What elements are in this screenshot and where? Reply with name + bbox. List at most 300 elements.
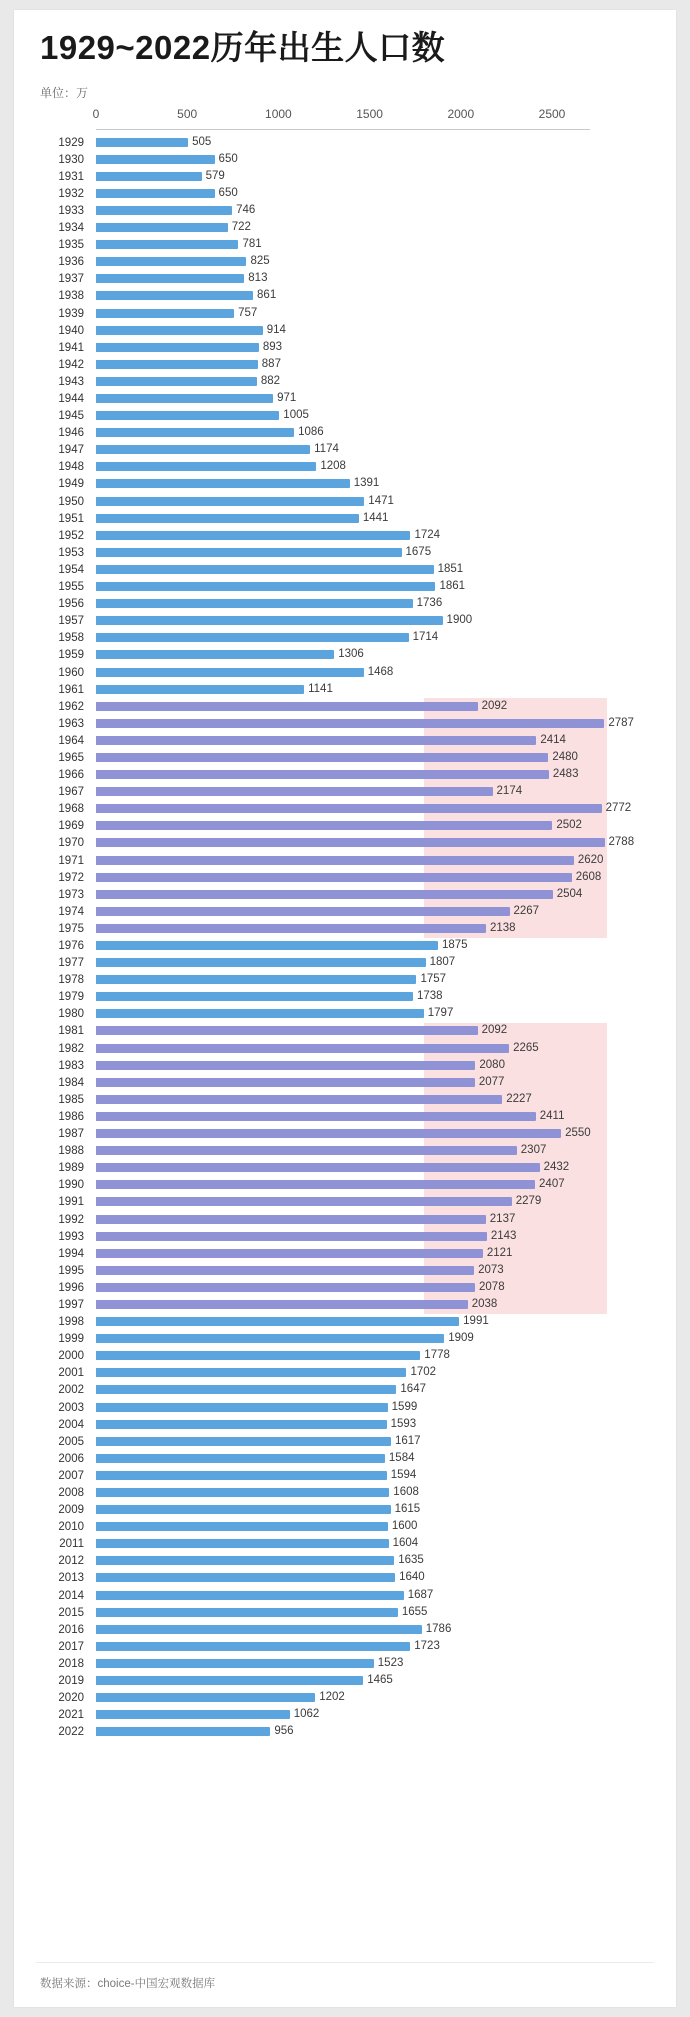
bar [96, 975, 416, 984]
y-axis-label: 1945 [58, 410, 84, 423]
bar-value-label: 1797 [427, 1007, 454, 1020]
bar-row [14, 1331, 676, 1348]
bar-value-label: 2480 [552, 750, 578, 763]
bar-row [14, 1451, 676, 1468]
bar-series [14, 135, 676, 1742]
bar [96, 1659, 374, 1668]
bar [96, 1573, 395, 1582]
bar-row [14, 152, 676, 169]
bar-row [14, 853, 676, 870]
y-axis-label: 1989 [58, 1162, 84, 1175]
bar [96, 787, 493, 796]
y-axis-label: 1929 [58, 136, 84, 149]
bar-value-label: 1615 [394, 1503, 421, 1516]
bar-row [14, 1177, 676, 1194]
bar-row [14, 545, 676, 562]
bar-value-label: 650 [218, 186, 238, 199]
bar-row [14, 1348, 676, 1365]
bar-value-label: 2411 [539, 1109, 565, 1122]
page-title: 1929~2022历年出生人口数 [40, 29, 446, 66]
y-axis-label: 1978 [58, 974, 84, 987]
bar-value-label: 746 [236, 203, 256, 216]
bar-row [14, 1280, 676, 1297]
bar [96, 1078, 475, 1087]
bar [96, 1266, 474, 1275]
y-axis-label: 1981 [58, 1025, 84, 1038]
bar-value-label: 2073 [478, 1263, 504, 1276]
y-axis-label: 1998 [58, 1316, 84, 1329]
bar [96, 804, 602, 813]
bar [96, 958, 426, 967]
bar-value-label: 1807 [429, 956, 456, 969]
y-axis-label: 1982 [58, 1042, 84, 1055]
bar-row [14, 1297, 676, 1314]
bar-row [14, 989, 676, 1006]
y-axis-label: 1994 [58, 1247, 84, 1260]
bar-value-label: 2620 [577, 853, 604, 866]
bar-value-label: 1675 [405, 545, 432, 558]
bar-row [14, 955, 676, 972]
y-axis-label: 2020 [58, 1692, 84, 1705]
bar [96, 821, 552, 830]
bar [96, 1129, 561, 1138]
bar-value-label: 1584 [388, 1451, 415, 1464]
bar-value-label: 505 [192, 135, 212, 148]
y-axis-label: 1977 [58, 957, 84, 970]
bar-value-label: 1391 [353, 477, 380, 490]
bar-value-label: 650 [218, 152, 238, 165]
y-axis-label: 1980 [58, 1008, 84, 1021]
bar-row [14, 1468, 676, 1485]
bar-value-label: 757 [238, 306, 258, 319]
x-axis-tick-2500: 2500 [538, 106, 566, 121]
y-axis-label: 2001 [58, 1367, 84, 1380]
y-axis-label: 2017 [58, 1640, 84, 1653]
bar-value-label: 2432 [543, 1161, 570, 1174]
y-axis-label: 1933 [58, 204, 84, 217]
bar-value-label: 2608 [575, 870, 602, 883]
bar [96, 599, 413, 608]
bar-value-label: 2078 [479, 1280, 505, 1293]
y-axis-label: 2021 [58, 1709, 84, 1722]
y-axis-label: 1956 [58, 598, 84, 611]
y-axis-label: 1988 [58, 1145, 84, 1158]
bar-row [14, 1502, 676, 1519]
chart-card [14, 10, 676, 2007]
bar-value-label: 1086 [298, 426, 324, 439]
bar [96, 377, 257, 386]
bar-row [14, 682, 676, 699]
bar [96, 1488, 389, 1497]
bar [96, 1009, 424, 1018]
bar-row [14, 1092, 676, 1109]
bar-row [14, 1553, 676, 1570]
bar-value-label: 956 [274, 1725, 294, 1738]
plot-area [14, 107, 676, 1937]
bar [96, 770, 549, 779]
bar [96, 1420, 387, 1429]
y-axis-label: 1947 [58, 444, 84, 457]
bar [96, 702, 478, 711]
bar-value-label: 2092 [481, 699, 508, 712]
y-axis-label: 1955 [58, 581, 84, 594]
bar [96, 582, 435, 591]
bar [96, 719, 604, 728]
bar-row [14, 1263, 676, 1280]
y-axis-label: 1993 [58, 1230, 84, 1243]
y-axis-label: 1954 [58, 563, 84, 576]
bar-value-label: 1594 [390, 1468, 417, 1481]
y-axis-label: 1970 [58, 837, 84, 850]
bar-row [14, 186, 676, 203]
bar-value-label: 2483 [552, 768, 579, 781]
bar-row [14, 408, 676, 425]
bar-value-label: 1617 [394, 1434, 421, 1447]
bar-value-label: 1647 [400, 1383, 426, 1396]
bar-row [14, 169, 676, 186]
bar-value-label: 2787 [608, 716, 634, 729]
bar-value-label: 2080 [479, 1058, 505, 1071]
bar [96, 873, 572, 882]
bar-value-label: 1005 [283, 409, 309, 422]
y-axis-label: 1965 [58, 751, 84, 764]
y-axis-label: 2016 [58, 1623, 84, 1636]
bar-value-label: 882 [260, 374, 281, 387]
y-axis-label: 1992 [58, 1213, 84, 1226]
bar-row [14, 1673, 676, 1690]
bar-row [14, 340, 676, 357]
bar-row [14, 1724, 676, 1741]
bar [96, 1385, 396, 1394]
bar-row [14, 887, 676, 904]
bar [96, 206, 232, 215]
bar [96, 514, 359, 523]
x-axis [14, 107, 676, 135]
bar [96, 1556, 394, 1565]
bar-row [14, 716, 676, 733]
bar-value-label: 2407 [539, 1178, 565, 1191]
bar [96, 428, 294, 437]
y-axis-label: 1931 [58, 170, 84, 183]
bar [96, 1693, 315, 1702]
bar-row [14, 237, 676, 254]
bar-row [14, 750, 676, 767]
y-axis-label: 1979 [58, 991, 84, 1004]
bar-row [14, 1023, 676, 1040]
bar-row [14, 1314, 676, 1331]
bar-row [14, 1109, 676, 1126]
bar [96, 1471, 387, 1480]
y-axis-label: 1961 [58, 683, 84, 696]
x-axis-tick-500: 500 [177, 106, 198, 121]
bar-value-label: 1786 [425, 1622, 452, 1635]
bar-value-label: 1600 [391, 1520, 418, 1533]
bar-row [14, 323, 676, 340]
bar-row [14, 818, 676, 835]
bar-row [14, 288, 676, 305]
bar-row [14, 1382, 676, 1399]
bar [96, 1539, 389, 1548]
bar-value-label: 971 [277, 392, 297, 404]
bar [96, 138, 188, 147]
y-axis-label: 1948 [58, 461, 84, 474]
y-axis-label: 1959 [58, 649, 84, 662]
y-axis-label: 1987 [58, 1128, 84, 1141]
bar-value-label: 1465 [367, 1674, 393, 1687]
axis-line [96, 129, 590, 130]
bar [96, 462, 316, 471]
bar [96, 1437, 391, 1446]
bar-value-label: 1723 [414, 1639, 440, 1652]
bar-value-label: 893 [262, 340, 283, 353]
x-axis-tick-2000: 2000 [447, 106, 475, 121]
bar-value-label: 2265 [513, 1041, 539, 1054]
y-axis-label: 1935 [58, 239, 84, 252]
y-axis-label: 1953 [58, 546, 84, 559]
bar-value-label: 1851 [437, 562, 464, 575]
bar-value-label: 579 [205, 169, 225, 182]
y-axis-label: 1986 [58, 1110, 84, 1123]
bar-row [14, 1417, 676, 1434]
bar-row [14, 374, 676, 391]
y-axis-label: 1969 [58, 820, 84, 833]
bar-value-label: 1141 [308, 682, 333, 695]
data-source: 数据来源：choice-中国宏观数据库 [40, 1978, 216, 1990]
y-axis-label: 1968 [58, 803, 84, 816]
bar [96, 172, 202, 181]
bar-row [14, 357, 676, 374]
bar-row [14, 135, 676, 152]
bar [96, 941, 438, 950]
bar-row [14, 1365, 676, 1382]
y-axis-label: 1990 [58, 1179, 84, 1192]
y-axis-label: 1934 [58, 222, 84, 235]
y-axis-label: 2003 [58, 1401, 84, 1414]
bar [96, 907, 510, 916]
bar-row [14, 613, 676, 630]
bar-value-label: 2174 [496, 785, 523, 798]
bar [96, 223, 228, 232]
bar-row [14, 1041, 676, 1058]
bar [96, 1710, 290, 1719]
bar-value-label: 825 [250, 255, 270, 268]
y-axis-label: 1938 [58, 290, 84, 303]
bar-value-label: 1306 [338, 648, 364, 661]
y-axis-label: 1963 [58, 717, 84, 730]
bar-value-label: 1724 [414, 528, 441, 541]
y-axis-label: 1958 [58, 632, 84, 645]
bar-row [14, 784, 676, 801]
y-axis-label: 1940 [58, 324, 84, 337]
bar-row [14, 203, 676, 220]
bar-value-label: 2267 [513, 904, 540, 917]
y-axis-label: 1960 [58, 666, 84, 679]
bar-row [14, 1434, 676, 1451]
y-axis-label: 1971 [58, 854, 84, 867]
bar-row [14, 1212, 676, 1229]
bar [96, 291, 253, 300]
bar-row [14, 1143, 676, 1160]
bar [96, 1146, 517, 1155]
y-axis-label: 1962 [58, 700, 84, 713]
bar-row [14, 306, 676, 323]
bar-row [14, 254, 676, 271]
bar-value-label: 1471 [368, 494, 394, 507]
bar-value-label: 1062 [293, 1708, 320, 1721]
bar-row [14, 801, 676, 818]
y-axis-label: 2014 [58, 1589, 84, 1602]
bar-row [14, 699, 676, 716]
y-axis-label: 2007 [58, 1469, 84, 1482]
bar-row [14, 1229, 676, 1246]
y-axis-label: 1944 [58, 393, 84, 405]
bar [96, 360, 258, 369]
bar-value-label: 2077 [478, 1075, 505, 1088]
y-axis-label: 1975 [58, 922, 84, 935]
bar-row [14, 1160, 676, 1177]
bar-value-label: 1702 [410, 1366, 437, 1379]
bar-row [14, 904, 676, 921]
y-axis-label: 1967 [58, 786, 84, 799]
bar [96, 1676, 363, 1685]
bar-row [14, 1605, 676, 1622]
bar [96, 343, 259, 352]
bar [96, 1215, 486, 1224]
bar-value-label: 887 [261, 357, 281, 370]
bar [96, 1334, 444, 1343]
bar [96, 531, 410, 540]
bar-value-label: 1900 [446, 614, 473, 627]
bar-row [14, 1485, 676, 1502]
bar-row [14, 562, 676, 579]
bar [96, 1317, 459, 1326]
bar [96, 838, 605, 847]
bar [96, 890, 553, 899]
bar-row [14, 476, 676, 493]
y-axis-label: 1999 [58, 1333, 84, 1346]
bar-value-label: 1714 [412, 631, 439, 644]
x-axis-tick-1500: 1500 [356, 106, 383, 121]
bar-row [14, 1536, 676, 1553]
bar-row [14, 1058, 676, 1075]
bar [96, 1505, 391, 1514]
y-axis-label: 1951 [58, 512, 84, 525]
bar-row [14, 271, 676, 288]
bar-value-label: 1608 [393, 1486, 419, 1498]
bar-row [14, 921, 676, 938]
bar [96, 685, 304, 694]
bar-row [14, 1588, 676, 1605]
bar [96, 1026, 478, 1035]
bar [96, 1368, 406, 1377]
bar [96, 650, 334, 659]
bar [96, 1249, 483, 1258]
bar [96, 1232, 487, 1241]
bar-row [14, 972, 676, 989]
bar [96, 326, 263, 335]
y-axis-label: 2002 [58, 1384, 84, 1397]
bar-value-label: 2307 [520, 1144, 547, 1157]
y-axis-label: 1949 [58, 478, 84, 491]
y-axis-label: 2009 [58, 1504, 84, 1517]
y-axis-label: 1997 [58, 1298, 84, 1311]
bar-value-label: 2121 [486, 1246, 513, 1259]
bar-row [14, 494, 676, 511]
bar-value-label: 1599 [391, 1400, 418, 1413]
bar-value-label: 1174 [314, 443, 339, 456]
bar-row [14, 579, 676, 596]
bar-value-label: 1604 [392, 1537, 419, 1550]
bar-value-label: 2092 [481, 1024, 508, 1037]
y-axis-label: 1932 [58, 187, 84, 200]
bar-value-label: 781 [242, 238, 262, 251]
bar-row [14, 391, 676, 408]
bar-value-label: 2143 [490, 1229, 517, 1242]
y-axis-label: 1950 [58, 495, 84, 508]
bar-value-label: 2504 [556, 887, 583, 900]
bar [96, 1522, 388, 1531]
bar-value-label: 861 [257, 289, 277, 302]
bar-row [14, 938, 676, 955]
bar-row [14, 1656, 676, 1673]
bar-value-label: 2502 [556, 819, 582, 832]
bar-value-label: 1468 [367, 665, 394, 678]
bar-row [14, 596, 676, 613]
bar-value-label: 2550 [565, 1127, 591, 1140]
x-axis-tick-1000: 1000 [265, 106, 292, 121]
bar [96, 274, 244, 283]
bar [96, 924, 486, 933]
bar [96, 1454, 385, 1463]
bar-row [14, 1075, 676, 1092]
bar-value-label: 1991 [463, 1315, 489, 1328]
bar [96, 240, 238, 249]
y-axis-label: 2011 [59, 1538, 84, 1551]
bar [96, 445, 310, 454]
y-axis-label: 1937 [58, 273, 84, 286]
y-axis-label: 2004 [58, 1418, 84, 1431]
y-axis-label: 2022 [58, 1726, 84, 1739]
y-axis-label: 2019 [58, 1675, 84, 1688]
bar-value-label: 1593 [390, 1417, 417, 1430]
bar [96, 548, 402, 557]
bar [96, 565, 434, 574]
bar-value-label: 2038 [471, 1297, 498, 1310]
bar-value-label: 1778 [424, 1349, 450, 1362]
bar-value-label: 1757 [420, 973, 447, 986]
y-axis-label: 2008 [58, 1487, 84, 1499]
y-axis-label: 1996 [58, 1281, 84, 1294]
bar-value-label: 2138 [489, 921, 516, 934]
y-axis-label: 1974 [58, 905, 84, 918]
bar-row [14, 442, 676, 459]
bar [96, 479, 350, 488]
y-axis-label: 2012 [58, 1555, 84, 1568]
bar [96, 411, 279, 420]
y-axis-label: 1985 [58, 1093, 84, 1106]
y-axis-label: 1942 [58, 358, 84, 371]
bar [96, 1061, 475, 1070]
bar [96, 1095, 502, 1104]
bar [96, 1625, 422, 1634]
bar-row [14, 835, 676, 852]
bar-row [14, 1246, 676, 1263]
bar [96, 1642, 410, 1651]
bar-value-label: 914 [266, 323, 286, 336]
bar [96, 992, 413, 1001]
bar-row [14, 870, 676, 887]
bar-value-label: 1861 [439, 580, 466, 593]
